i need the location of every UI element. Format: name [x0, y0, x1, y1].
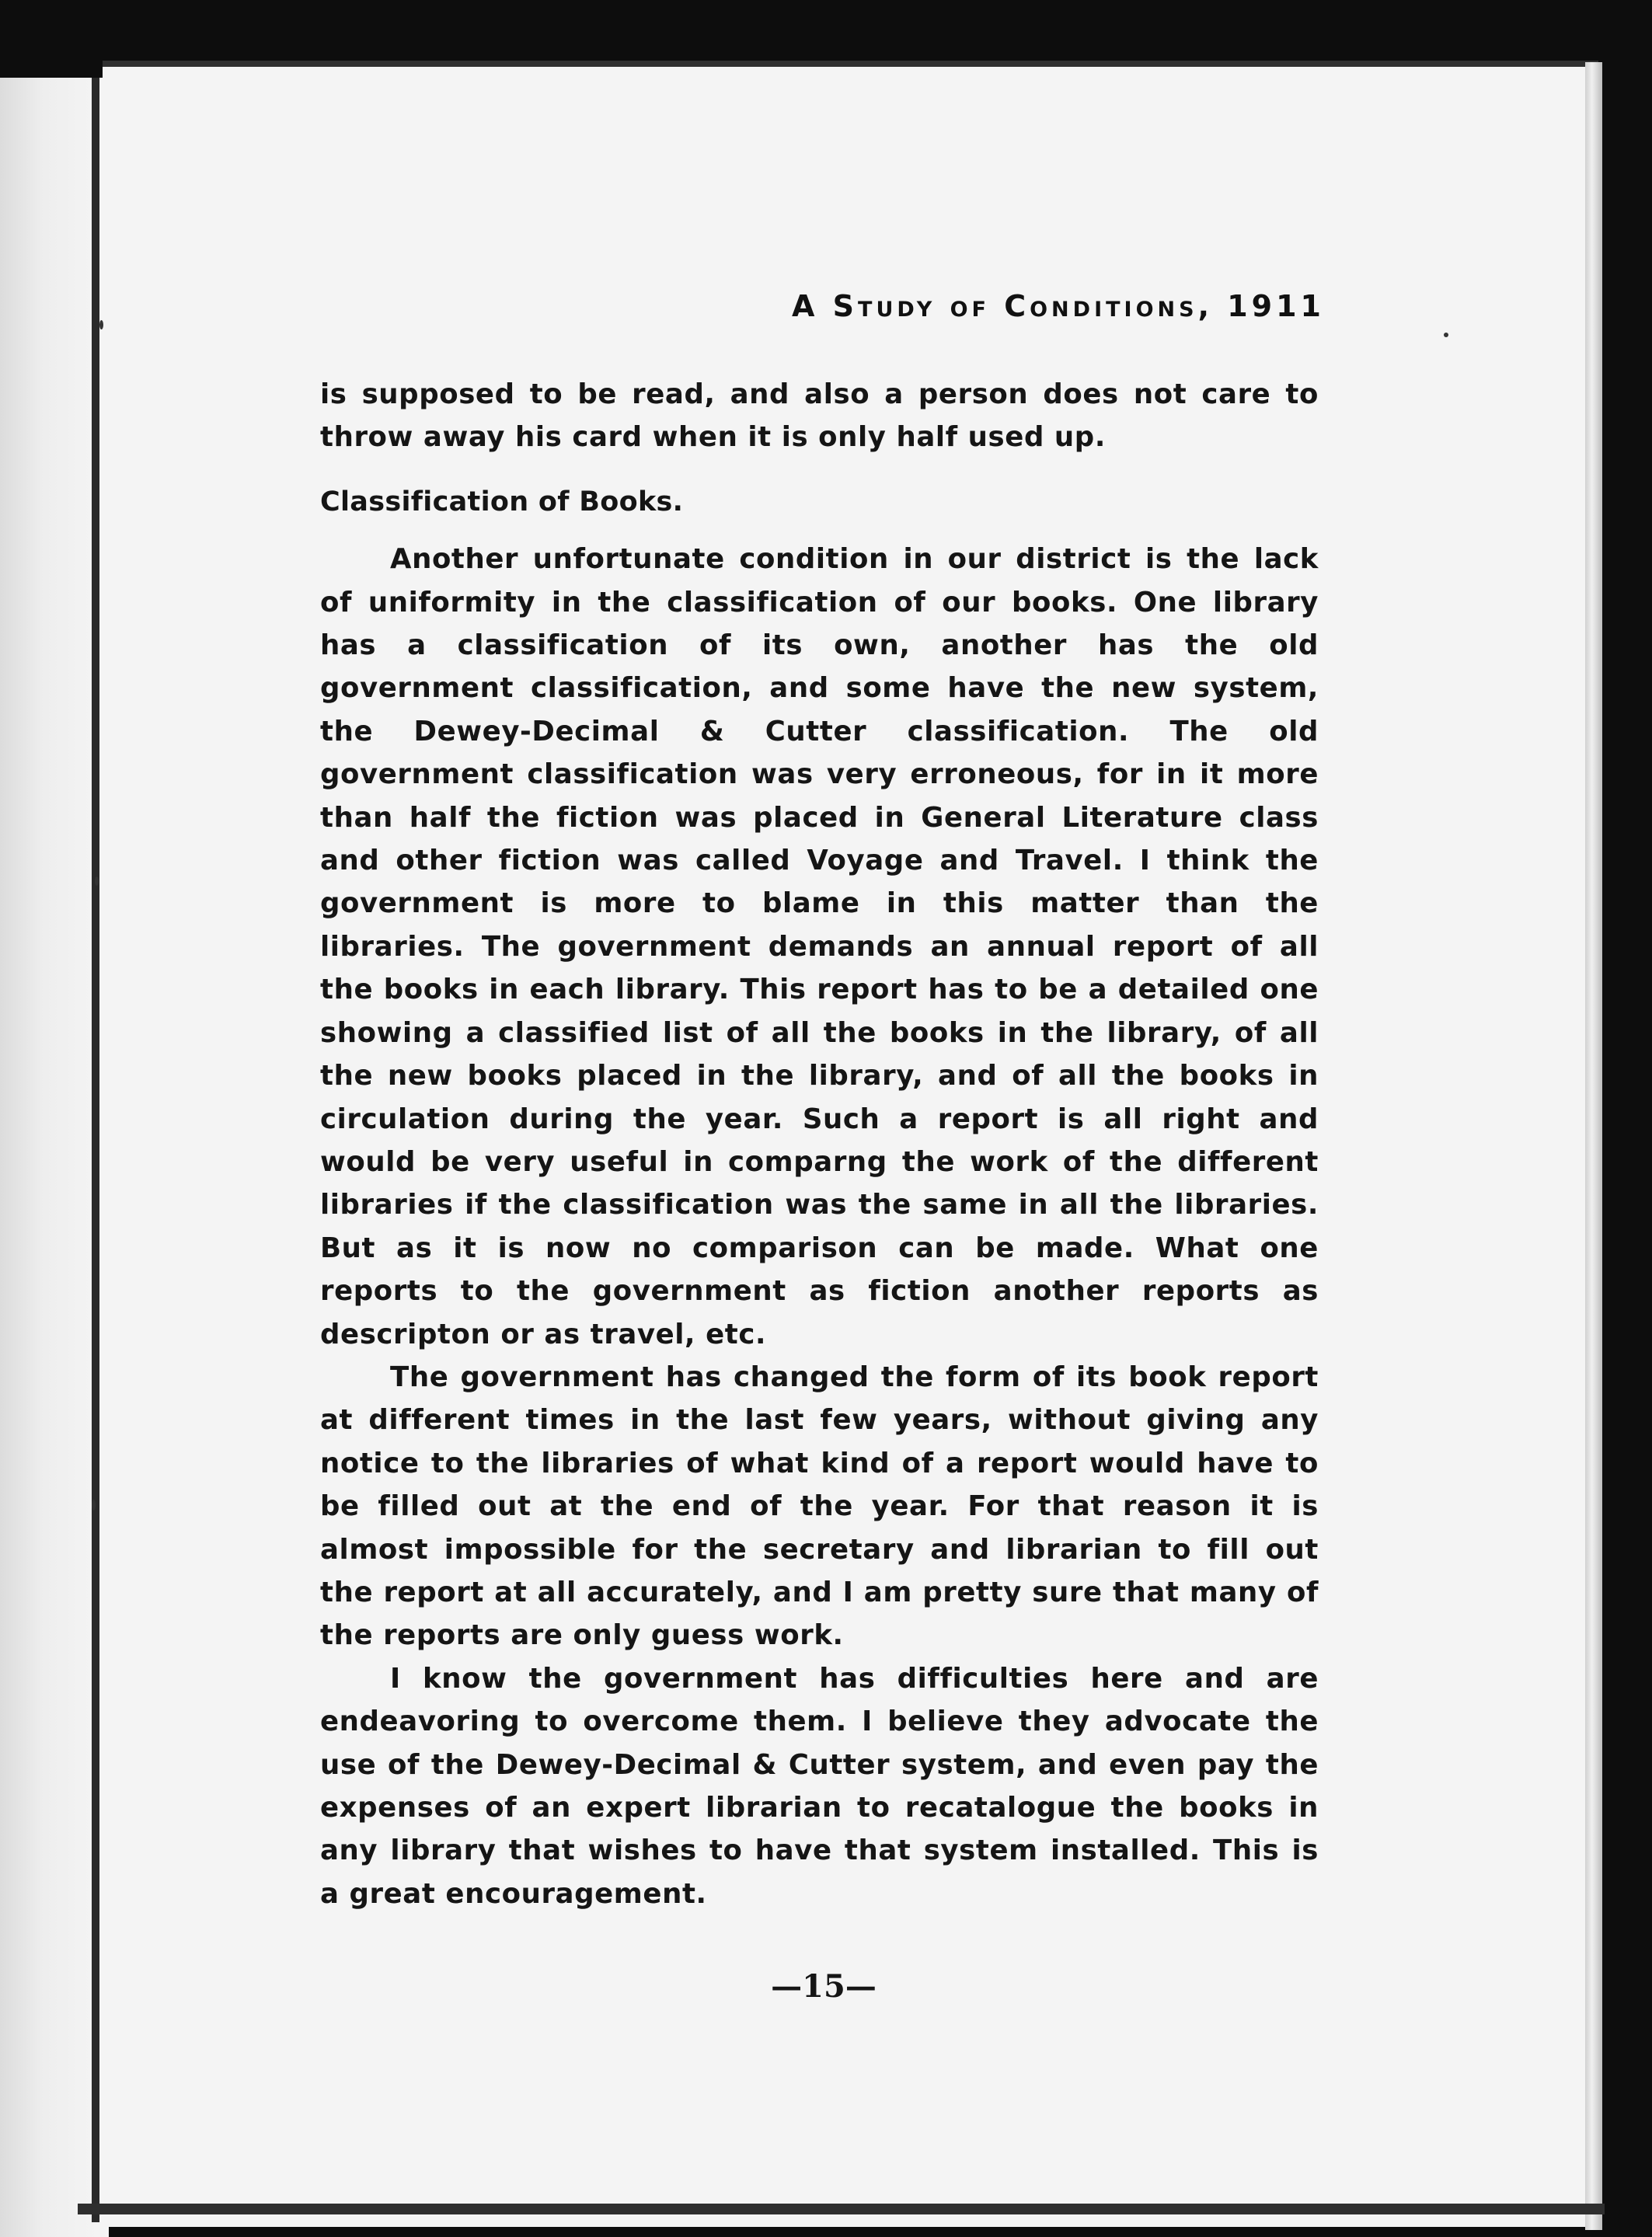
- page-edge: [1585, 62, 1602, 2230]
- page-bottom-edge: [78, 2204, 1605, 2214]
- section-heading: Classification of Books.: [320, 486, 684, 517]
- binding-gutter-line: [92, 78, 99, 2222]
- paragraph: I know the government has difficulties here and are endeavoring to overcome them. I believe they advocate the use of the Dewey-Decimal & Cutter system, and even pay the expenses of an expert librarian to recatalogue the books in any library that wishes to have that system installed. This is a great encouragement.: [320, 1662, 1319, 1910]
- page-number: —15—: [771, 1968, 877, 2005]
- scan-speck: [1444, 333, 1448, 337]
- paragraph: The government has changed the form of its book report at different times in the last few years, without giving any notice to the libraries of what kind of a report would have to be filled out at the end of the year. For that reason it is almost impossible for the secretary and librarian to fill out the report at all accurately, and I am pretty sure that many of the reports are only guess work.: [320, 1361, 1319, 1652]
- scan-speck: [99, 320, 103, 329]
- paragraph: Another unfortunate condition in our district is the lack of uniformity in the classification of our books. One library has a classification of its own, another has the old government classification, and some have the new system, the Dewey-Decimal & Cutter classification. The old government classification was very erroneous, for in it more than half the fiction was placed in General Literature class and other fiction was called Voyage and Travel. I think the government is more to blame in this matter than the libraries. The government demands an annual report of all the books in each library. This report has to be a detailed one showing a classified list of all the books in the library, of all the new books placed in the library, and of all the books in circulation during the year. Such a report is all right and would be very useful in comparng the work of the different libraries if the classification was the same in all the libraries. But as it is now no comparison can be made. What one reports to the government as fiction another reports as descripton or as travel, etc.: [320, 543, 1319, 1350]
- scan-speck: [92, 1500, 96, 1510]
- scan-speck: [95, 876, 99, 886]
- running-head: A Study of Conditions, 1911: [792, 289, 1325, 323]
- page-body: [320, 373, 1319, 1915]
- opening-paragraph: is supposed to be read, and also a person does not care to throw away his card when it is only half used up.: [320, 378, 1319, 454]
